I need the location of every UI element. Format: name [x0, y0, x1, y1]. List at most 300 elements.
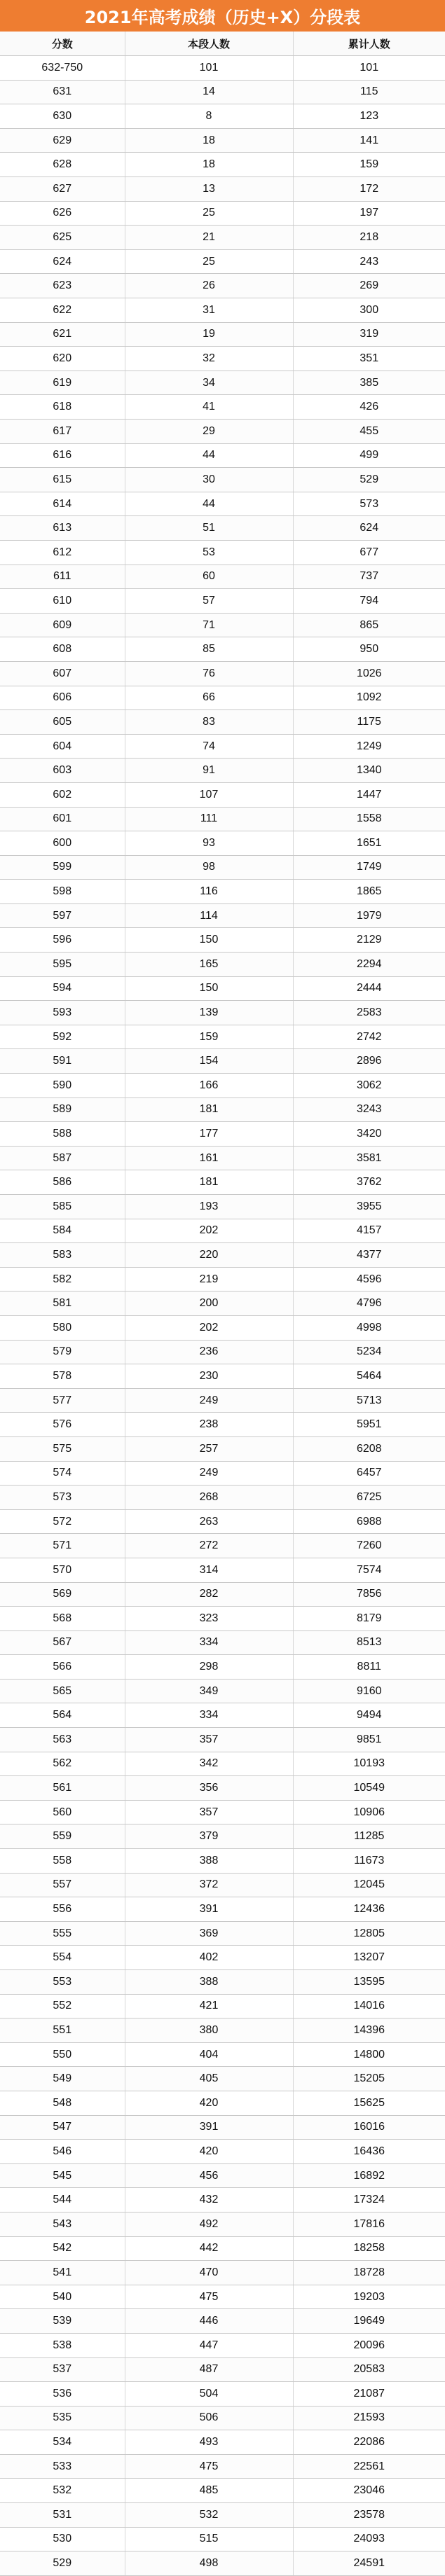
cell-segment-count: 432	[125, 2188, 293, 2213]
cell-score: 595	[0, 953, 125, 977]
cell-score: 615	[0, 468, 125, 492]
table-row	[0, 1219, 445, 1243]
cell-score: 561	[0, 1776, 125, 1801]
table-row	[0, 226, 445, 250]
table-row	[0, 2454, 445, 2479]
cell-cumulative-count: 1979	[293, 903, 445, 928]
cell-cumulative-count: 300	[293, 298, 445, 323]
table-row	[0, 1752, 445, 1776]
cell-score: 606	[0, 686, 125, 710]
table-row	[0, 807, 445, 831]
table-row	[0, 2212, 445, 2236]
cell-segment-count: 29	[125, 420, 293, 444]
table-row	[0, 686, 445, 710]
cell-segment-count: 19	[125, 322, 293, 347]
cell-segment-count: 31	[125, 298, 293, 323]
table-row	[0, 710, 445, 735]
cell-segment-count: 74	[125, 734, 293, 759]
table-row	[0, 589, 445, 614]
cell-score: 594	[0, 976, 125, 1001]
cell-segment-count: 91	[125, 759, 293, 783]
table-body	[0, 56, 445, 2576]
cell-segment-count: 66	[125, 686, 293, 710]
table-row	[0, 2091, 445, 2115]
table-row	[0, 80, 445, 104]
cell-segment-count: 220	[125, 1243, 293, 1268]
cell-cumulative-count: 1558	[293, 807, 445, 831]
table-row	[0, 371, 445, 395]
cell-segment-count: 334	[125, 1630, 293, 1655]
header-score: 分数	[0, 32, 125, 56]
cell-score: 573	[0, 1486, 125, 1510]
cell-cumulative-count: 101	[293, 56, 445, 81]
cell-score: 622	[0, 298, 125, 323]
cell-cumulative-count: 17324	[293, 2188, 445, 2213]
cell-score: 560	[0, 1800, 125, 1824]
table-row	[0, 492, 445, 516]
cell-score: 630	[0, 104, 125, 129]
cell-score: 570	[0, 1558, 125, 1582]
table-row	[0, 1630, 445, 1655]
cell-segment-count: 323	[125, 1607, 293, 1631]
cell-segment-count: 532	[125, 2503, 293, 2528]
cell-score: 546	[0, 2140, 125, 2164]
cell-score: 548	[0, 2091, 125, 2115]
cell-score: 624	[0, 249, 125, 274]
cell-cumulative-count: 950	[293, 637, 445, 662]
cell-score: 628	[0, 153, 125, 177]
cell-cumulative-count: 9494	[293, 1703, 445, 1728]
table-row	[0, 976, 445, 1001]
cell-score: 583	[0, 1243, 125, 1268]
cell-segment-count: 388	[125, 1970, 293, 1995]
cell-segment-count: 349	[125, 1679, 293, 1703]
cell-cumulative-count: 6457	[293, 1461, 445, 1486]
table-row	[0, 855, 445, 880]
cell-score: 575	[0, 1436, 125, 1461]
cell-segment-count: 388	[125, 1849, 293, 1874]
cell-segment-count: 391	[125, 2115, 293, 2140]
table-row	[0, 1025, 445, 1049]
table-row	[0, 1364, 445, 1389]
cell-score: 535	[0, 2406, 125, 2430]
table-row	[0, 249, 445, 274]
cell-segment-count: 257	[125, 1436, 293, 1461]
cell-score: 550	[0, 2042, 125, 2067]
cell-score: 563	[0, 1728, 125, 1752]
cell-segment-count: 202	[125, 1315, 293, 1340]
table-row	[0, 1534, 445, 1558]
cell-segment-count: 166	[125, 1074, 293, 1098]
table-row	[0, 2430, 445, 2455]
cell-segment-count: 107	[125, 782, 293, 807]
cell-score: 555	[0, 1921, 125, 1946]
cell-cumulative-count: 22086	[293, 2430, 445, 2455]
cell-cumulative-count: 14800	[293, 2042, 445, 2067]
cell-score: 604	[0, 734, 125, 759]
table-row	[0, 565, 445, 589]
table-row	[0, 443, 445, 468]
cell-segment-count: 357	[125, 1728, 293, 1752]
cell-cumulative-count: 7260	[293, 1534, 445, 1558]
cell-score: 564	[0, 1703, 125, 1728]
cell-score: 627	[0, 177, 125, 202]
cell-score: 600	[0, 831, 125, 856]
cell-segment-count: 154	[125, 1049, 293, 1074]
table-row	[0, 1292, 445, 1316]
cell-cumulative-count: 12436	[293, 1897, 445, 1922]
cell-score: 584	[0, 1219, 125, 1243]
cell-cumulative-count: 18258	[293, 2236, 445, 2261]
cell-cumulative-count: 8179	[293, 1607, 445, 1631]
cell-segment-count: 420	[125, 2091, 293, 2115]
cell-cumulative-count: 1249	[293, 734, 445, 759]
table-row	[0, 1849, 445, 1874]
cell-segment-count: 21	[125, 226, 293, 250]
cell-segment-count: 272	[125, 1534, 293, 1558]
table-row	[0, 1074, 445, 1098]
cell-score: 582	[0, 1267, 125, 1292]
table-row	[0, 2479, 445, 2503]
cell-score: 609	[0, 613, 125, 637]
cell-score: 552	[0, 1994, 125, 2018]
cell-segment-count: 380	[125, 2018, 293, 2043]
cell-segment-count: 379	[125, 1824, 293, 1849]
table-row	[0, 2067, 445, 2091]
cell-segment-count: 165	[125, 953, 293, 977]
cell-segment-count: 356	[125, 1776, 293, 1801]
cell-segment-count: 41	[125, 395, 293, 420]
cell-segment-count: 34	[125, 371, 293, 395]
cell-score: 590	[0, 1074, 125, 1098]
cell-segment-count: 202	[125, 1219, 293, 1243]
cell-segment-count: 150	[125, 928, 293, 953]
cell-score: 632-750	[0, 56, 125, 81]
cell-score: 613	[0, 516, 125, 541]
cell-score: 530	[0, 2527, 125, 2551]
cell-segment-count: 93	[125, 831, 293, 856]
table-row	[0, 1558, 445, 1582]
table-row	[0, 1728, 445, 1752]
table-row	[0, 1097, 445, 1122]
table-row	[0, 1486, 445, 1510]
cell-segment-count: 447	[125, 2333, 293, 2357]
cell-cumulative-count: 5234	[293, 1340, 445, 1364]
cell-cumulative-count: 9160	[293, 1679, 445, 1703]
cell-segment-count: 492	[125, 2212, 293, 2236]
cell-score: 602	[0, 782, 125, 807]
cell-cumulative-count: 4157	[293, 1219, 445, 1243]
cell-cumulative-count: 9851	[293, 1728, 445, 1752]
cell-segment-count: 268	[125, 1486, 293, 1510]
header-row	[0, 32, 445, 56]
cell-score: 542	[0, 2236, 125, 2261]
cell-score: 568	[0, 1607, 125, 1631]
cell-segment-count: 249	[125, 1388, 293, 1413]
cell-score: 574	[0, 1461, 125, 1486]
cell-segment-count: 25	[125, 201, 293, 226]
cell-cumulative-count: 865	[293, 613, 445, 637]
cell-cumulative-count: 22561	[293, 2454, 445, 2479]
cell-cumulative-count: 319	[293, 322, 445, 347]
cell-segment-count: 442	[125, 2236, 293, 2261]
cell-cumulative-count: 159	[293, 153, 445, 177]
cell-cumulative-count: 12805	[293, 1921, 445, 1946]
cell-score: 556	[0, 1897, 125, 1922]
cell-cumulative-count: 123	[293, 104, 445, 129]
cell-segment-count: 263	[125, 1509, 293, 1534]
table-row	[0, 1122, 445, 1147]
cell-segment-count: 44	[125, 492, 293, 516]
cell-cumulative-count: 23578	[293, 2503, 445, 2528]
cell-score: 629	[0, 128, 125, 153]
cell-segment-count: 219	[125, 1267, 293, 1292]
table-row	[0, 734, 445, 759]
cell-cumulative-count: 269	[293, 274, 445, 298]
table-row	[0, 2140, 445, 2164]
cell-score: 566	[0, 1655, 125, 1680]
cell-score: 558	[0, 1849, 125, 1874]
table-row	[0, 903, 445, 928]
cell-cumulative-count: 18728	[293, 2261, 445, 2285]
cell-segment-count: 298	[125, 1655, 293, 1680]
cell-cumulative-count: 426	[293, 395, 445, 420]
cell-segment-count: 13	[125, 177, 293, 202]
cell-score: 537	[0, 2357, 125, 2382]
cell-cumulative-count: 16016	[293, 2115, 445, 2140]
cell-score: 551	[0, 2018, 125, 2043]
table-row	[0, 1170, 445, 1195]
table-row	[0, 1946, 445, 1970]
cell-score: 579	[0, 1340, 125, 1364]
cell-segment-count: 314	[125, 1558, 293, 1582]
cell-cumulative-count: 16892	[293, 2163, 445, 2188]
cell-cumulative-count: 1447	[293, 782, 445, 807]
cell-cumulative-count: 14016	[293, 1994, 445, 2018]
cell-score: 608	[0, 637, 125, 662]
cell-cumulative-count: 1865	[293, 880, 445, 904]
cell-segment-count: 139	[125, 1001, 293, 1025]
table-row	[0, 298, 445, 323]
cell-score: 529	[0, 2551, 125, 2576]
cell-segment-count: 14	[125, 80, 293, 104]
cell-score: 580	[0, 1315, 125, 1340]
cell-segment-count: 161	[125, 1146, 293, 1170]
cell-score: 605	[0, 710, 125, 735]
table-row	[0, 782, 445, 807]
cell-score: 587	[0, 1146, 125, 1170]
table-row	[0, 1509, 445, 1534]
cell-segment-count: 18	[125, 128, 293, 153]
cell-score: 603	[0, 759, 125, 783]
cell-score: 597	[0, 903, 125, 928]
cell-segment-count: 57	[125, 589, 293, 614]
cell-score: 625	[0, 226, 125, 250]
cell-score: 593	[0, 1001, 125, 1025]
cell-score: 623	[0, 274, 125, 298]
cell-segment-count: 334	[125, 1703, 293, 1728]
cell-cumulative-count: 3581	[293, 1146, 445, 1170]
cell-cumulative-count: 529	[293, 468, 445, 492]
cell-segment-count: 193	[125, 1195, 293, 1219]
cell-cumulative-count: 3420	[293, 1122, 445, 1147]
table-row	[0, 2261, 445, 2285]
cell-score: 539	[0, 2309, 125, 2334]
table-row	[0, 1243, 445, 1268]
cell-score: 592	[0, 1025, 125, 1049]
cell-score: 585	[0, 1195, 125, 1219]
cell-cumulative-count: 6208	[293, 1436, 445, 1461]
cell-segment-count: 230	[125, 1364, 293, 1389]
cell-segment-count: 159	[125, 1025, 293, 1049]
cell-score: 543	[0, 2212, 125, 2236]
cell-score: 559	[0, 1824, 125, 1849]
cell-segment-count: 98	[125, 855, 293, 880]
cell-segment-count: 8	[125, 104, 293, 129]
cell-score: 621	[0, 322, 125, 347]
cell-segment-count: 470	[125, 2261, 293, 2285]
cell-score: 576	[0, 1413, 125, 1437]
cell-score: 540	[0, 2285, 125, 2309]
cell-score: 619	[0, 371, 125, 395]
cell-cumulative-count: 10549	[293, 1776, 445, 1801]
cell-score: 616	[0, 443, 125, 468]
table-row	[0, 104, 445, 129]
table-row	[0, 1897, 445, 1922]
cell-cumulative-count: 172	[293, 177, 445, 202]
cell-cumulative-count: 7856	[293, 1582, 445, 1607]
table-row	[0, 1267, 445, 1292]
cell-score: 571	[0, 1534, 125, 1558]
cell-score: 607	[0, 661, 125, 686]
cell-segment-count: 30	[125, 468, 293, 492]
cell-segment-count: 51	[125, 516, 293, 541]
cell-cumulative-count: 2129	[293, 928, 445, 953]
cell-cumulative-count: 573	[293, 492, 445, 516]
cell-score: 554	[0, 1946, 125, 1970]
cell-segment-count: 26	[125, 274, 293, 298]
cell-cumulative-count: 5464	[293, 1364, 445, 1389]
table-row	[0, 395, 445, 420]
cell-cumulative-count: 197	[293, 201, 445, 226]
table-row	[0, 880, 445, 904]
cell-cumulative-count: 19203	[293, 2285, 445, 2309]
cell-score: 547	[0, 2115, 125, 2140]
cell-cumulative-count: 4377	[293, 1243, 445, 1268]
cell-cumulative-count: 14396	[293, 2018, 445, 2043]
cell-score: 611	[0, 565, 125, 589]
cell-segment-count: 85	[125, 637, 293, 662]
cell-cumulative-count: 23046	[293, 2479, 445, 2503]
cell-segment-count: 498	[125, 2551, 293, 2576]
cell-score: 581	[0, 1292, 125, 1316]
cell-segment-count: 485	[125, 2479, 293, 2503]
cell-cumulative-count: 1340	[293, 759, 445, 783]
table-row	[0, 1413, 445, 1437]
table-row	[0, 1315, 445, 1340]
cell-segment-count: 493	[125, 2430, 293, 2455]
cell-cumulative-count: 15625	[293, 2091, 445, 2115]
cell-cumulative-count: 2583	[293, 1001, 445, 1025]
table-row	[0, 1655, 445, 1680]
cell-cumulative-count: 499	[293, 443, 445, 468]
cell-score: 588	[0, 1122, 125, 1147]
table-row	[0, 153, 445, 177]
table-row	[0, 928, 445, 953]
cell-cumulative-count: 1651	[293, 831, 445, 856]
cell-cumulative-count: 10193	[293, 1752, 445, 1776]
cell-cumulative-count: 4596	[293, 1267, 445, 1292]
cell-segment-count: 150	[125, 976, 293, 1001]
cell-segment-count: 475	[125, 2285, 293, 2309]
table-row	[0, 2236, 445, 2261]
cell-cumulative-count: 1092	[293, 686, 445, 710]
cell-cumulative-count: 20583	[293, 2357, 445, 2382]
cell-segment-count: 515	[125, 2527, 293, 2551]
cell-cumulative-count: 737	[293, 565, 445, 589]
cell-segment-count: 446	[125, 2309, 293, 2334]
cell-cumulative-count: 17816	[293, 2212, 445, 2236]
cell-segment-count: 405	[125, 2067, 293, 2091]
cell-segment-count: 101	[125, 56, 293, 81]
cell-segment-count: 357	[125, 1800, 293, 1824]
cell-score: 534	[0, 2430, 125, 2455]
cell-cumulative-count: 141	[293, 128, 445, 153]
cell-cumulative-count: 2444	[293, 976, 445, 1001]
cell-score: 578	[0, 1364, 125, 1389]
table-row	[0, 1824, 445, 1849]
table-row	[0, 540, 445, 565]
table-row	[0, 1146, 445, 1170]
cell-score: 538	[0, 2333, 125, 2357]
table-row	[0, 953, 445, 977]
cell-score: 577	[0, 1388, 125, 1413]
table-row	[0, 1388, 445, 1413]
cell-cumulative-count: 6725	[293, 1486, 445, 1510]
cell-segment-count: 116	[125, 880, 293, 904]
cell-score: 565	[0, 1679, 125, 1703]
cell-cumulative-count: 2742	[293, 1025, 445, 1049]
table-row	[0, 613, 445, 637]
cell-score: 601	[0, 807, 125, 831]
table-row	[0, 2163, 445, 2188]
cell-cumulative-count: 6988	[293, 1509, 445, 1534]
table-row	[0, 1001, 445, 1025]
table-row	[0, 759, 445, 783]
cell-segment-count: 420	[125, 2140, 293, 2164]
cell-segment-count: 25	[125, 249, 293, 274]
table-row	[0, 2018, 445, 2043]
table-row	[0, 1776, 445, 1801]
table-row	[0, 1873, 445, 1897]
cell-segment-count: 404	[125, 2042, 293, 2067]
cell-cumulative-count: 5713	[293, 1388, 445, 1413]
cell-score: 620	[0, 347, 125, 371]
table-row	[0, 128, 445, 153]
cell-segment-count: 60	[125, 565, 293, 589]
table-row	[0, 1703, 445, 1728]
cell-cumulative-count: 5951	[293, 1413, 445, 1437]
table-row	[0, 2042, 445, 2067]
table-row	[0, 1994, 445, 2018]
table-row	[0, 2503, 445, 2528]
cell-cumulative-count: 4796	[293, 1292, 445, 1316]
cell-cumulative-count: 13207	[293, 1946, 445, 1970]
cell-cumulative-count: 20096	[293, 2333, 445, 2357]
cell-cumulative-count: 8513	[293, 1630, 445, 1655]
cell-segment-count: 282	[125, 1582, 293, 1607]
table-row	[0, 2285, 445, 2309]
